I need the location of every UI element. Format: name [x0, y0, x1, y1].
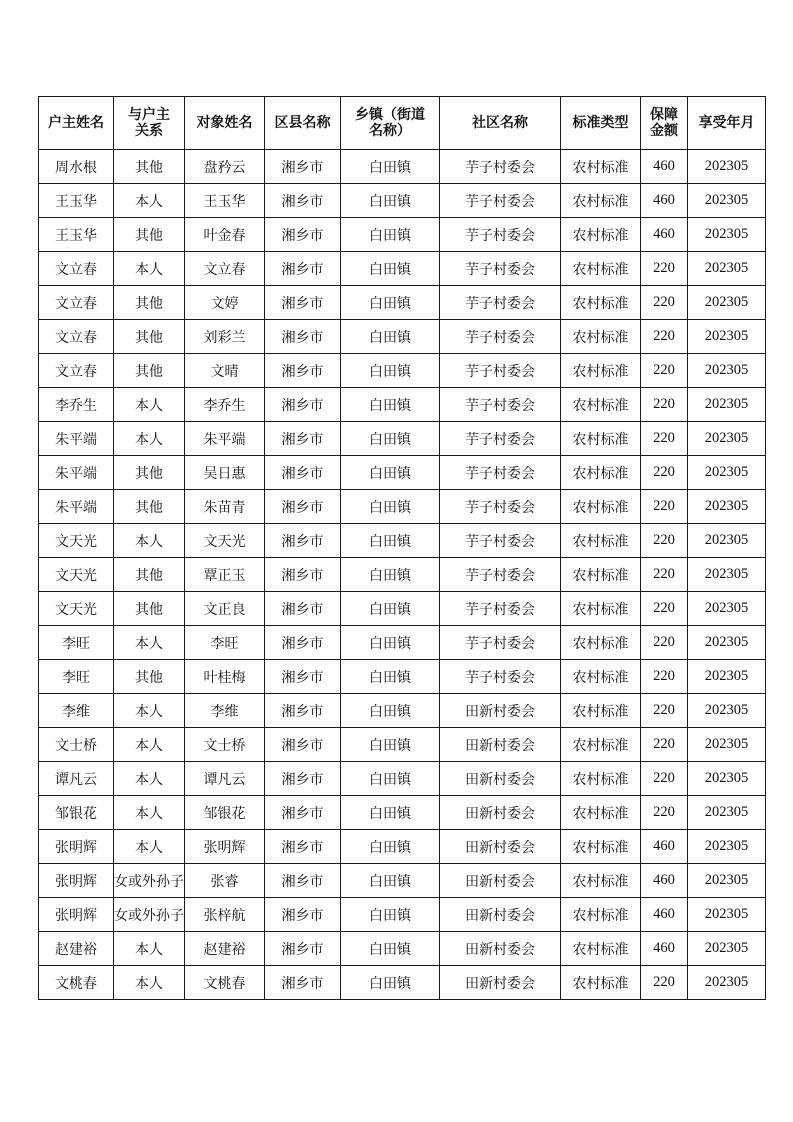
relation-cell: 本人: [114, 762, 185, 796]
county-cell: 湘乡市: [265, 524, 341, 558]
household-head-cell: 李旺: [39, 660, 114, 694]
table-row: [39, 422, 766, 456]
county-cell: 湘乡市: [265, 422, 341, 456]
relation-cell: 其他: [114, 490, 185, 524]
relation-cell: 其他: [114, 320, 185, 354]
recipient-name-cell: 文桃春: [185, 966, 265, 1000]
period-cell: 202305: [688, 796, 766, 830]
period-cell: 202305: [688, 558, 766, 592]
town-cell: 白田镇: [341, 184, 440, 218]
amount-cell: 220: [641, 796, 688, 830]
household-head-cell: 文士桥: [39, 728, 114, 762]
town-cell: 白田镇: [341, 762, 440, 796]
household-head-cell: 李旺: [39, 626, 114, 660]
table-row: [39, 354, 766, 388]
county-cell: 湘乡市: [265, 218, 341, 252]
household-head-cell: 李维: [39, 694, 114, 728]
amount-cell: 220: [641, 660, 688, 694]
amount-cell: 220: [641, 456, 688, 490]
amount-cell: 220: [641, 762, 688, 796]
town-cell: 白田镇: [341, 660, 440, 694]
community-cell: 田新村委会: [440, 796, 561, 830]
relation-cell: 本人: [114, 728, 185, 762]
header-amount: 保障 金额: [641, 97, 688, 150]
standard-type-cell: 农村标准: [561, 456, 641, 490]
period-cell: 202305: [688, 728, 766, 762]
standard-type-cell: 农村标准: [561, 864, 641, 898]
standard-type-cell: 农村标准: [561, 286, 641, 320]
county-cell: 湘乡市: [265, 286, 341, 320]
community-cell: 芋子村委会: [440, 490, 561, 524]
household-head-cell: 邹银花: [39, 796, 114, 830]
relation-cell: 其他: [114, 592, 185, 626]
town-cell: 白田镇: [341, 558, 440, 592]
relation-cell: 本人: [114, 830, 185, 864]
town-cell: 白田镇: [341, 388, 440, 422]
standard-type-cell: 农村标准: [561, 592, 641, 626]
period-cell: 202305: [688, 286, 766, 320]
relation-cell: 本人: [114, 966, 185, 1000]
standard-type-cell: 农村标准: [561, 354, 641, 388]
community-cell: 芋子村委会: [440, 456, 561, 490]
household-head-cell: 王玉华: [39, 184, 114, 218]
amount-cell: 220: [641, 694, 688, 728]
relief-roster-table: [38, 96, 766, 1000]
community-cell: 芋子村委会: [440, 558, 561, 592]
town-cell: 白田镇: [341, 456, 440, 490]
household-head-cell: 王玉华: [39, 218, 114, 252]
standard-type-cell: 农村标准: [561, 388, 641, 422]
amount-cell: 220: [641, 592, 688, 626]
community-cell: 芋子村委会: [440, 218, 561, 252]
town-cell: 白田镇: [341, 490, 440, 524]
standard-type-cell: 农村标准: [561, 184, 641, 218]
relation-cell: 其他: [114, 558, 185, 592]
recipient-name-cell: 王玉华: [185, 184, 265, 218]
county-cell: 湘乡市: [265, 898, 341, 932]
header-period: 享受年月: [688, 97, 766, 150]
recipient-name-cell: 刘彩兰: [185, 320, 265, 354]
town-cell: 白田镇: [341, 592, 440, 626]
period-cell: 202305: [688, 422, 766, 456]
standard-type-cell: 农村标准: [561, 490, 641, 524]
recipient-name-cell: 张梓航: [185, 898, 265, 932]
amount-cell: 220: [641, 422, 688, 456]
recipient-name-cell: 叶金春: [185, 218, 265, 252]
relation-cell: 女或外孙子: [114, 898, 185, 932]
period-cell: 202305: [688, 388, 766, 422]
household-head-cell: 张明辉: [39, 898, 114, 932]
recipient-name-cell: 谭凡云: [185, 762, 265, 796]
county-cell: 湘乡市: [265, 252, 341, 286]
table-row: [39, 762, 766, 796]
community-cell: 芋子村委会: [440, 286, 561, 320]
header-household-head: 户主姓名: [39, 97, 114, 150]
table-row: [39, 388, 766, 422]
table-row: [39, 524, 766, 558]
recipient-name-cell: 文婷: [185, 286, 265, 320]
amount-cell: 460: [641, 218, 688, 252]
header-county: 区县名称: [265, 97, 341, 150]
county-cell: 湘乡市: [265, 456, 341, 490]
recipient-name-cell: 文正良: [185, 592, 265, 626]
relation-cell: 本人: [114, 388, 185, 422]
period-cell: 202305: [688, 354, 766, 388]
table-row: [39, 898, 766, 932]
header-relation: 与户主 关系: [114, 97, 185, 150]
amount-cell: 220: [641, 354, 688, 388]
standard-type-cell: 农村标准: [561, 660, 641, 694]
recipient-name-cell: 邹银花: [185, 796, 265, 830]
table-row: [39, 796, 766, 830]
relation-cell: 其他: [114, 456, 185, 490]
community-cell: 田新村委会: [440, 694, 561, 728]
amount-cell: 220: [641, 966, 688, 1000]
standard-type-cell: 农村标准: [561, 694, 641, 728]
amount-cell: 220: [641, 320, 688, 354]
table-row: [39, 456, 766, 490]
recipient-name-cell: 张明辉: [185, 830, 265, 864]
town-cell: 白田镇: [341, 354, 440, 388]
table-row: [39, 490, 766, 524]
county-cell: 湘乡市: [265, 796, 341, 830]
household-head-cell: 文立春: [39, 286, 114, 320]
recipient-name-cell: 赵建裕: [185, 932, 265, 966]
period-cell: 202305: [688, 694, 766, 728]
table-body: [39, 150, 766, 1000]
community-cell: 芋子村委会: [440, 184, 561, 218]
county-cell: 湘乡市: [265, 558, 341, 592]
table-row: [39, 286, 766, 320]
amount-cell: 220: [641, 626, 688, 660]
table-header-row: [39, 97, 766, 150]
period-cell: 202305: [688, 762, 766, 796]
household-head-cell: 周水根: [39, 150, 114, 184]
town-cell: 白田镇: [341, 694, 440, 728]
table-row: [39, 660, 766, 694]
amount-cell: 220: [641, 286, 688, 320]
standard-type-cell: 农村标准: [561, 558, 641, 592]
amount-cell: 220: [641, 558, 688, 592]
standard-type-cell: 农村标准: [561, 626, 641, 660]
relation-cell: 本人: [114, 796, 185, 830]
recipient-name-cell: 吴日惠: [185, 456, 265, 490]
household-head-cell: 赵建裕: [39, 932, 114, 966]
town-cell: 白田镇: [341, 320, 440, 354]
household-head-cell: 朱平端: [39, 456, 114, 490]
relation-cell: 本人: [114, 252, 185, 286]
county-cell: 湘乡市: [265, 932, 341, 966]
amount-cell: 460: [641, 150, 688, 184]
standard-type-cell: 农村标准: [561, 796, 641, 830]
community-cell: 田新村委会: [440, 762, 561, 796]
amount-cell: 220: [641, 728, 688, 762]
standard-type-cell: 农村标准: [561, 524, 641, 558]
relation-cell: 其他: [114, 354, 185, 388]
table-row: [39, 592, 766, 626]
recipient-name-cell: 盘矜云: [185, 150, 265, 184]
town-cell: 白田镇: [341, 286, 440, 320]
community-cell: 田新村委会: [440, 728, 561, 762]
recipient-name-cell: 朱苗青: [185, 490, 265, 524]
community-cell: 芋子村委会: [440, 354, 561, 388]
household-head-cell: 文立春: [39, 252, 114, 286]
period-cell: 202305: [688, 966, 766, 1000]
county-cell: 湘乡市: [265, 354, 341, 388]
town-cell: 白田镇: [341, 932, 440, 966]
relation-cell: 其他: [114, 150, 185, 184]
community-cell: 田新村委会: [440, 966, 561, 1000]
standard-type-cell: 农村标准: [561, 150, 641, 184]
community-cell: 芋子村委会: [440, 626, 561, 660]
county-cell: 湘乡市: [265, 660, 341, 694]
county-cell: 湘乡市: [265, 728, 341, 762]
county-cell: 湘乡市: [265, 150, 341, 184]
table-row: [39, 694, 766, 728]
amount-cell: 220: [641, 490, 688, 524]
household-head-cell: 文天光: [39, 524, 114, 558]
county-cell: 湘乡市: [265, 966, 341, 1000]
household-head-cell: 谭凡云: [39, 762, 114, 796]
amount-cell: 220: [641, 388, 688, 422]
county-cell: 湘乡市: [265, 592, 341, 626]
amount-cell: 460: [641, 184, 688, 218]
relation-cell: 本人: [114, 932, 185, 966]
period-cell: 202305: [688, 150, 766, 184]
header-standard-type: 标准类型: [561, 97, 641, 150]
community-cell: 芋子村委会: [440, 660, 561, 694]
community-cell: 芋子村委会: [440, 320, 561, 354]
recipient-name-cell: 文立春: [185, 252, 265, 286]
relation-cell: 女或外孙子: [114, 864, 185, 898]
community-cell: 田新村委会: [440, 898, 561, 932]
household-head-cell: 朱平端: [39, 422, 114, 456]
household-head-cell: 文天光: [39, 592, 114, 626]
town-cell: 白田镇: [341, 830, 440, 864]
recipient-name-cell: 文天光: [185, 524, 265, 558]
household-head-cell: 文立春: [39, 354, 114, 388]
standard-type-cell: 农村标准: [561, 218, 641, 252]
amount-cell: 460: [641, 864, 688, 898]
town-cell: 白田镇: [341, 422, 440, 456]
county-cell: 湘乡市: [265, 864, 341, 898]
recipient-name-cell: 文士桥: [185, 728, 265, 762]
table-row: [39, 252, 766, 286]
town-cell: 白田镇: [341, 864, 440, 898]
amount-cell: 220: [641, 524, 688, 558]
table-row: [39, 830, 766, 864]
period-cell: 202305: [688, 184, 766, 218]
town-cell: 白田镇: [341, 150, 440, 184]
standard-type-cell: 农村标准: [561, 830, 641, 864]
town-cell: 白田镇: [341, 524, 440, 558]
period-cell: 202305: [688, 864, 766, 898]
relation-cell: 本人: [114, 524, 185, 558]
town-cell: 白田镇: [341, 966, 440, 1000]
table-row: [39, 728, 766, 762]
recipient-name-cell: 张睿: [185, 864, 265, 898]
table-row: [39, 150, 766, 184]
household-head-cell: 李乔生: [39, 388, 114, 422]
header-town: 乡镇（街道 名称）: [341, 97, 440, 150]
period-cell: 202305: [688, 456, 766, 490]
community-cell: 芋子村委会: [440, 524, 561, 558]
standard-type-cell: 农村标准: [561, 966, 641, 1000]
recipient-name-cell: 李乔生: [185, 388, 265, 422]
period-cell: 202305: [688, 592, 766, 626]
county-cell: 湘乡市: [265, 830, 341, 864]
town-cell: 白田镇: [341, 898, 440, 932]
community-cell: 芋子村委会: [440, 252, 561, 286]
amount-cell: 220: [641, 252, 688, 286]
community-cell: 田新村委会: [440, 830, 561, 864]
county-cell: 湘乡市: [265, 762, 341, 796]
household-head-cell: 张明辉: [39, 830, 114, 864]
community-cell: 芋子村委会: [440, 422, 561, 456]
relation-cell: 本人: [114, 422, 185, 456]
recipient-name-cell: 覃正玉: [185, 558, 265, 592]
header-community: 社区名称: [440, 97, 561, 150]
table-row: [39, 966, 766, 1000]
period-cell: 202305: [688, 490, 766, 524]
table-row: [39, 932, 766, 966]
standard-type-cell: 农村标准: [561, 898, 641, 932]
household-head-cell: 朱平端: [39, 490, 114, 524]
amount-cell: 460: [641, 830, 688, 864]
period-cell: 202305: [688, 626, 766, 660]
community-cell: 田新村委会: [440, 864, 561, 898]
recipient-name-cell: 李旺: [185, 626, 265, 660]
town-cell: 白田镇: [341, 626, 440, 660]
amount-cell: 460: [641, 932, 688, 966]
table-row: [39, 218, 766, 252]
county-cell: 湘乡市: [265, 184, 341, 218]
relation-cell: 其他: [114, 286, 185, 320]
period-cell: 202305: [688, 218, 766, 252]
household-head-cell: 文立春: [39, 320, 114, 354]
community-cell: 芋子村委会: [440, 592, 561, 626]
period-cell: 202305: [688, 252, 766, 286]
standard-type-cell: 农村标准: [561, 728, 641, 762]
header-recipient-name: 对象姓名: [185, 97, 265, 150]
county-cell: 湘乡市: [265, 626, 341, 660]
household-head-cell: 文天光: [39, 558, 114, 592]
county-cell: 湘乡市: [265, 320, 341, 354]
recipient-name-cell: 叶桂梅: [185, 660, 265, 694]
table-row: [39, 864, 766, 898]
relation-cell: 本人: [114, 694, 185, 728]
household-head-cell: 文桃春: [39, 966, 114, 1000]
period-cell: 202305: [688, 524, 766, 558]
county-cell: 湘乡市: [265, 490, 341, 524]
recipient-name-cell: 李维: [185, 694, 265, 728]
standard-type-cell: 农村标准: [561, 932, 641, 966]
standard-type-cell: 农村标准: [561, 252, 641, 286]
county-cell: 湘乡市: [265, 388, 341, 422]
period-cell: 202305: [688, 932, 766, 966]
relation-cell: 本人: [114, 626, 185, 660]
town-cell: 白田镇: [341, 796, 440, 830]
standard-type-cell: 农村标准: [561, 762, 641, 796]
town-cell: 白田镇: [341, 252, 440, 286]
table-row: [39, 320, 766, 354]
table-row: [39, 626, 766, 660]
relation-cell: 其他: [114, 660, 185, 694]
relation-cell: 其他: [114, 218, 185, 252]
period-cell: 202305: [688, 830, 766, 864]
period-cell: 202305: [688, 660, 766, 694]
standard-type-cell: 农村标准: [561, 320, 641, 354]
town-cell: 白田镇: [341, 728, 440, 762]
standard-type-cell: 农村标准: [561, 422, 641, 456]
community-cell: 芋子村委会: [440, 150, 561, 184]
recipient-name-cell: 文晴: [185, 354, 265, 388]
table-row: [39, 558, 766, 592]
table-row: [39, 184, 766, 218]
period-cell: 202305: [688, 320, 766, 354]
recipient-name-cell: 朱平端: [185, 422, 265, 456]
community-cell: 田新村委会: [440, 932, 561, 966]
relation-cell: 本人: [114, 184, 185, 218]
period-cell: 202305: [688, 898, 766, 932]
amount-cell: 460: [641, 898, 688, 932]
community-cell: 芋子村委会: [440, 388, 561, 422]
household-head-cell: 张明辉: [39, 864, 114, 898]
county-cell: 湘乡市: [265, 694, 341, 728]
town-cell: 白田镇: [341, 218, 440, 252]
